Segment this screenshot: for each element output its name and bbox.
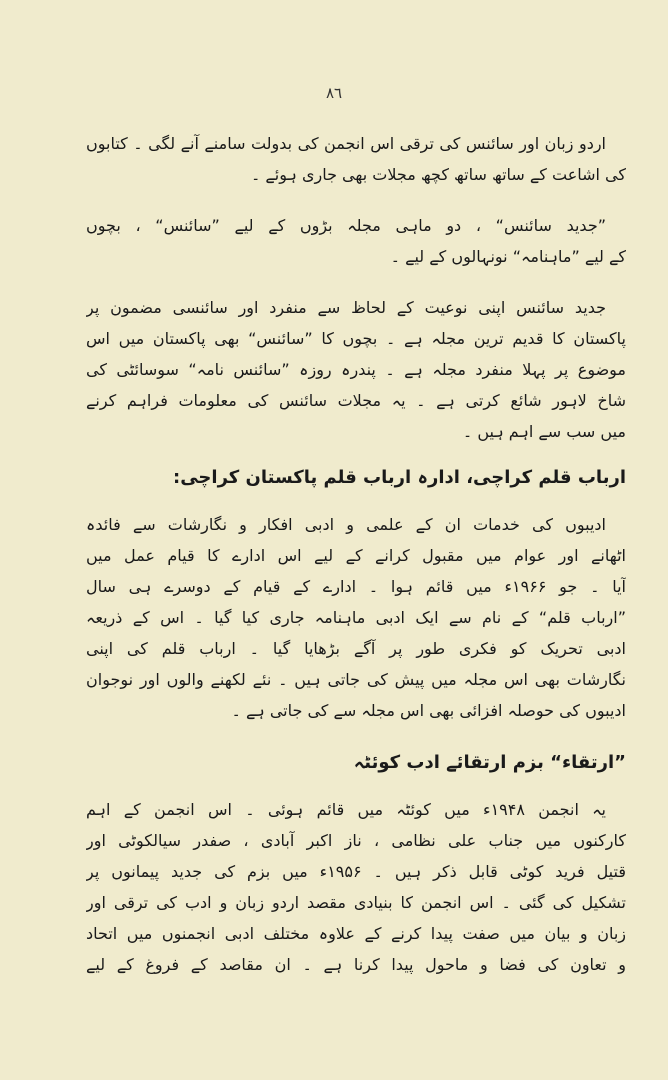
text-line: قتیل فرید کوٹی قابل ذکر ہیں ۔ ۱۹۵۶ء میں بزم کی جدید پیمانوں پر xyxy=(86,862,626,881)
text-line: ادیبوں کی خدمات ان کے علمی و ادبی افکار و نگارشات سے فائدہ xyxy=(86,515,606,534)
text-line: ادیبوں کی حوصلہ افزائی بھی اس مجلہ سے کی جاتی ہے ۔ xyxy=(231,701,626,720)
section-heading: ”ارتقاء“ بزم ارتقائے ادب کوئٹہ xyxy=(353,752,626,773)
text-line: و تعاون کی فضا و ماحول پیدا کرنا ہے ۔ ان مقاصد کے فروغ کے لیے xyxy=(86,955,626,974)
paragraph xyxy=(86,509,626,726)
text-line: آیا ۔ جو ۱۹۶۶ء میں قائم ہوا ۔ ادارے کے قیام کے دوسرے ہی سال xyxy=(86,577,626,596)
paragraph xyxy=(86,210,626,272)
text-line: اردو زبان اور سائنس کی ترقی اس انجمن کی بدولت سامنے آنے لگی ۔ کتابوں xyxy=(86,134,606,153)
text-line: شاخ لاہور شائع کرتی ہے ۔ یہ مجلات سائنس کی معلومات فراہم کرنے xyxy=(86,391,626,410)
text-line: جدید سائنس اپنی نوعیت کے لحاظ سے منفرد اور سائنسی مضمون پر xyxy=(86,298,606,317)
text-line: پاکستان کا قدیم ترین مجلہ ہے ۔ بچوں کا ”سائنس“ بھی پاکستان میں اس xyxy=(86,329,626,348)
text-line: کی اشاعت کے ساتھ ساتھ کچھ مجلات بھی جاری ہوئے ۔ xyxy=(250,165,626,184)
text-line: تشکیل کی گئی ۔ اس انجمن کا بنیادی مقصد اردو زبان و ادب کی ترقی اور xyxy=(86,893,626,912)
section-heading: ارباب قلم کراچی، ادارہ ارباب قلم پاکستان کراچی: xyxy=(173,467,626,488)
text-line: زبان و بیان میں صفت پیدا کرنے کے علاوہ مختلف ادبی انجمنوں میں اتحاد xyxy=(86,924,626,943)
text-line: ”ارباب قلم“ کے نام سے ایک ادبی ماہنامہ جاری کیا گیا ۔ اس کے ذریعہ xyxy=(86,608,626,627)
text-line: اٹھانے اور عوام میں مقبول کرانے کے لیے اس ادارے کا قیام عمل میں xyxy=(86,546,626,565)
text-line: ”جدید سائنس“ ، دو ماہی مجلہ بڑوں کے لیے ”سائنس“ ، بچوں xyxy=(86,216,606,235)
text-line: موضوع پر پہلا منفرد مجلہ ہے ۔ پندرہ روزہ ”سائنس نامہ“ سوسائٹی کی xyxy=(86,360,626,379)
paragraph xyxy=(86,128,626,190)
page-body xyxy=(86,128,626,980)
text-line: ادبی تحریک کو فکری طور پر آگے بڑھایا گیا ۔ ارباب قلم کی اپنی xyxy=(86,639,626,658)
text-line: یہ انجمن ۱۹۴۸ء میں کوئٹہ میں قائم ہوئی ۔ اس انجمن کے اہم xyxy=(86,800,607,819)
text-line: نگارشات بھی اس مجلہ میں پیش کی جاتی ہیں ۔ نئے لکھنے والوں اور نوجوان xyxy=(86,670,626,689)
paragraph xyxy=(86,794,626,980)
text-line: میں سب سے اہم ہیں ۔ xyxy=(462,422,626,441)
text-line: کارکنوں میں جناب علی نظامی ، ناز اکبر آبادی ، صفدر سیالکوٹی اور xyxy=(86,831,626,850)
text-line: کے لیے ”ماہنامہ“ نونہالوں کے لیے ۔ xyxy=(390,247,626,266)
page-number: ٨٦ xyxy=(325,84,343,102)
paragraph xyxy=(86,292,626,447)
